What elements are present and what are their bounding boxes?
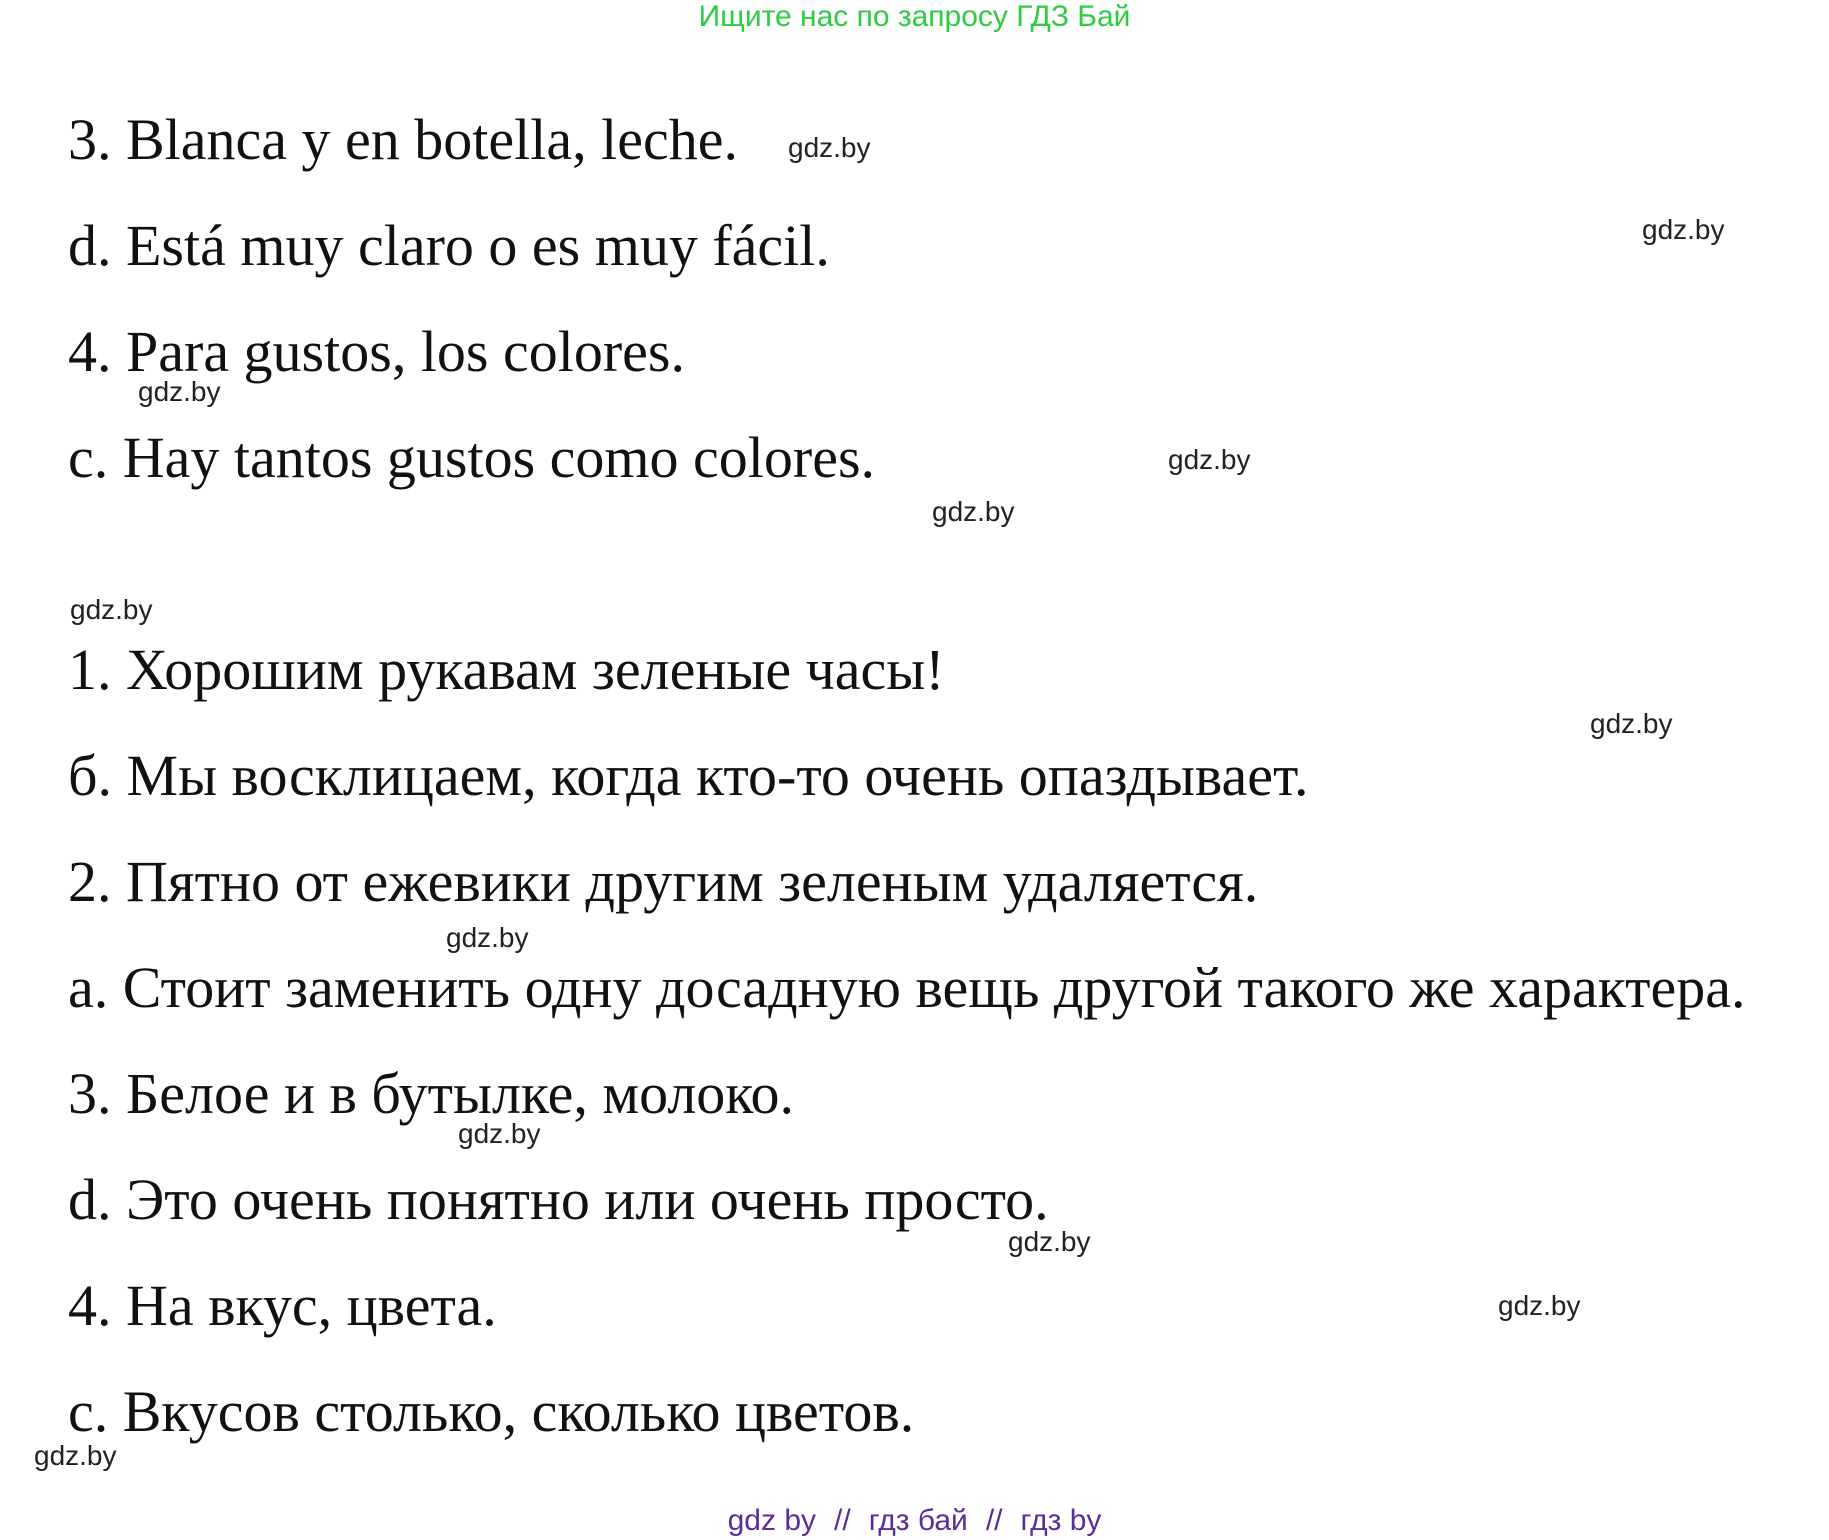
footer-link-gdz-by[interactable]: gdz by	[727, 1504, 817, 1537]
watermark: gdz.by	[1168, 444, 1251, 475]
text-line-ru-b: б. Мы восклицаем, когда кто-то очень опаздывает.	[68, 743, 1309, 808]
footer-separator: //	[985, 1504, 1003, 1537]
watermark: gdz.by	[458, 1118, 541, 1149]
search-hint-link[interactable]: Ищите нас по запросу ГДЗ Бай	[698, 0, 1131, 33]
text-line-ru-3: 3. Белое и в бутылке, молоко.	[68, 1061, 795, 1126]
footer-links	[0, 1504, 1829, 1538]
text-line-ru-4: 4. На вкус, цвета.	[68, 1273, 497, 1338]
text-line-ru-d: d. Это очень понятно или очень просто.	[68, 1167, 1049, 1232]
watermark: gdz.by	[446, 922, 529, 953]
watermark: gdz.by	[70, 594, 153, 625]
footer-link-gdz-bai[interactable]: гдз бай	[868, 1504, 968, 1537]
text-line-ru-c: c. Вкусов столько, сколько цветов.	[68, 1379, 915, 1444]
text-line-ru-2: 2. Пятно от ежевики другим зеленым удаляется.	[68, 849, 1259, 914]
text-line-es-4: 4. Para gustos, los colores.	[68, 319, 685, 384]
text-line-ru-a: а. Стоит заменить одну досадную вещь другой такого же характера.	[68, 955, 1746, 1020]
watermark: gdz.by	[1590, 708, 1673, 739]
watermark: gdz.by	[34, 1440, 117, 1471]
footer-link-gdz-by-cyr[interactable]: гдз by	[1020, 1504, 1102, 1537]
text-line-es-3: 3. Blanca y en botella, leche.	[68, 107, 738, 172]
watermark: gdz.by	[1498, 1290, 1581, 1321]
text-line-es-c: c. Hay tantos gustos como colores.	[68, 425, 876, 490]
text-line-es-d: d. Está muy claro o es muy fácil.	[68, 213, 830, 278]
watermark: gdz.by	[1642, 214, 1725, 245]
text-line-ru-1: 1. Хорошим рукавам зеленые часы!	[68, 637, 945, 702]
watermark: gdz.by	[932, 496, 1015, 527]
watermark: gdz.by	[788, 132, 871, 163]
footer-separator: //	[834, 1504, 851, 1537]
watermark: gdz.by	[138, 376, 221, 407]
watermark: gdz.by	[1008, 1226, 1091, 1257]
